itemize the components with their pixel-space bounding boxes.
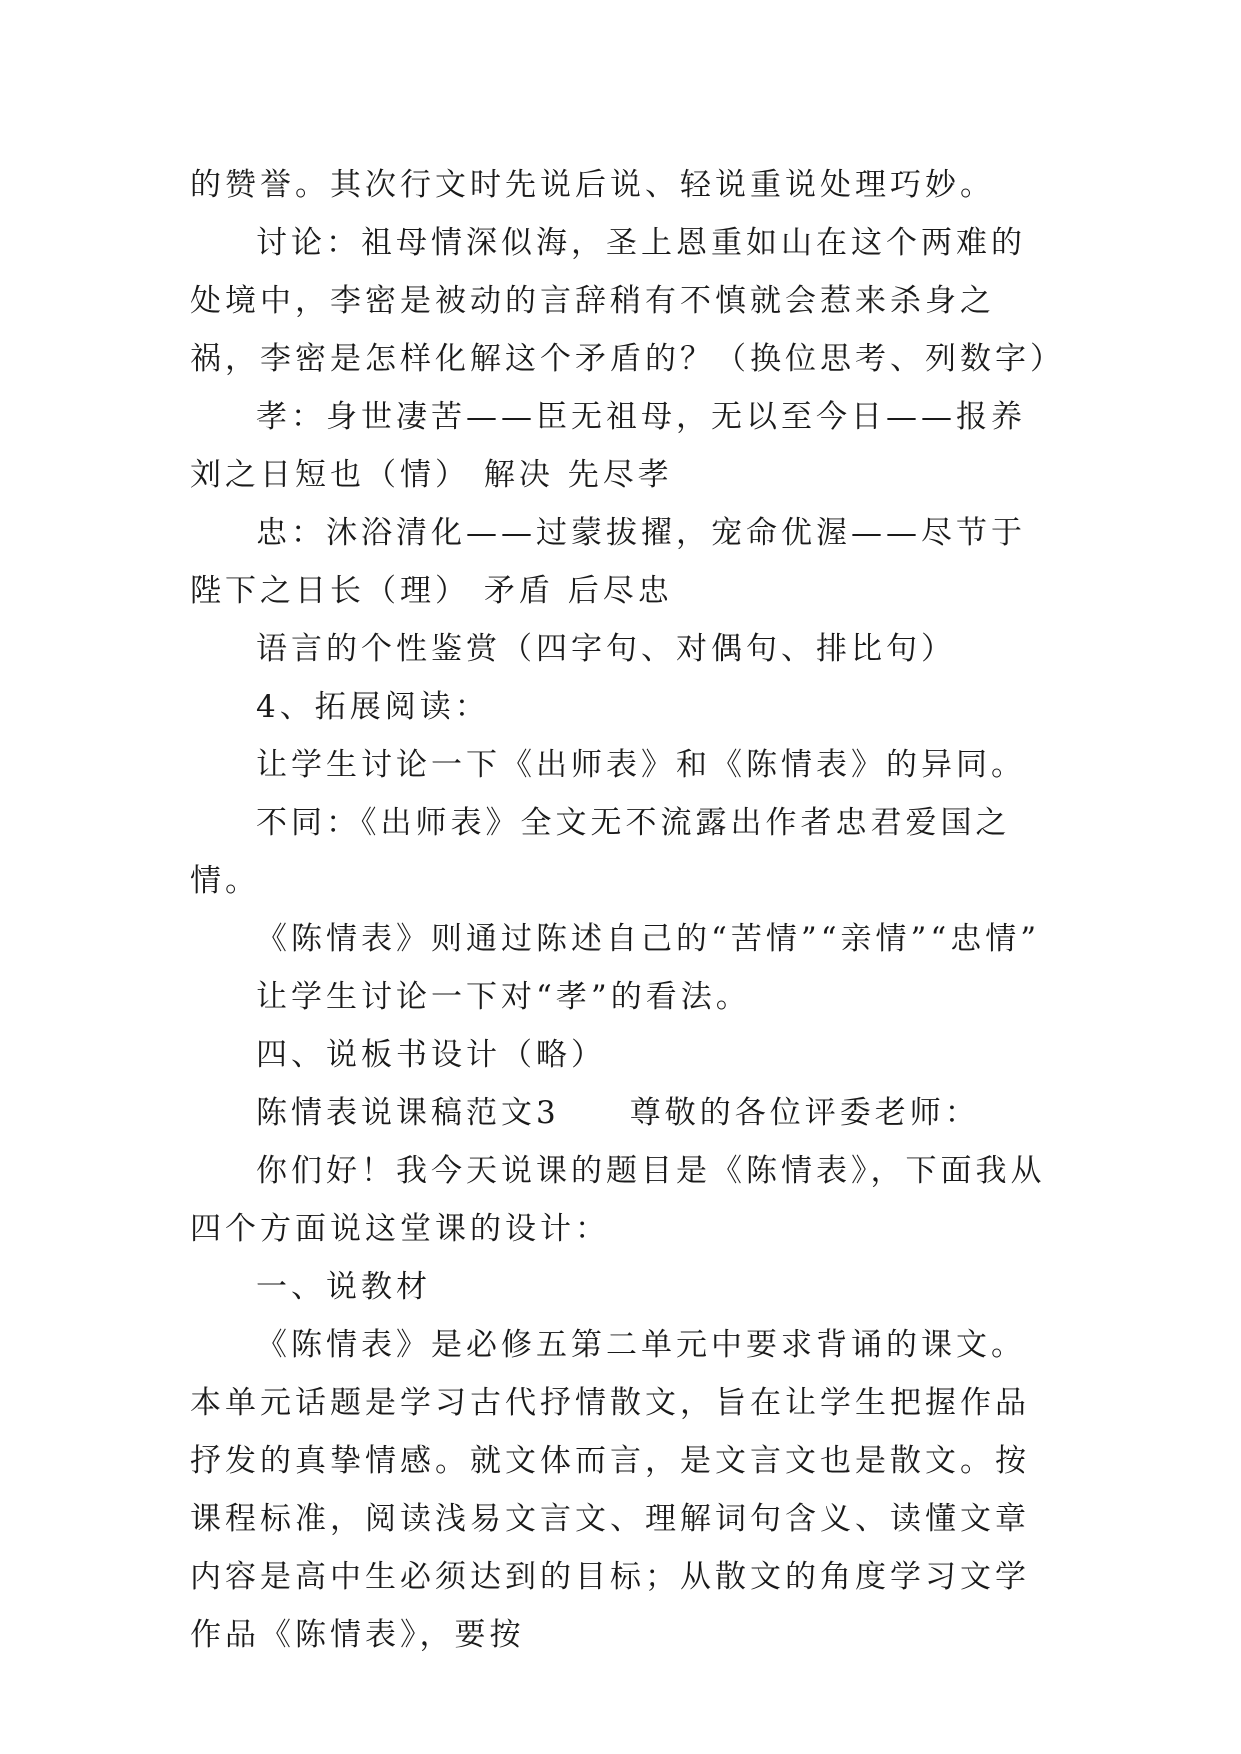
paragraph: 《陈情表》是必修五第二单元中要求背诵的课文。本单元话题是学习古代抒情散文，旨在让学生把握作品抒发的真挚情感。就文体而言，是文言文也是散文。按课程标准，阅读浅易文言文、理解词句含义、读懂文章内容是高中生必须达到的目标；从散文的角度学习文学作品《陈情表》，要按 [190, 1327, 1030, 1653]
paragraph: 忠：沐浴清化——过蒙拔擢，宠命优渥——尽节于陛下之日长（理） 矛盾 后尽忠 [190, 515, 1026, 609]
paragraph: 《陈情表》则通过陈述自己的“苦情”“亲情”“忠情” [256, 921, 1041, 957]
paragraph: 讨论：祖母情深似海，圣上恩重如山在这个两难的处境中，李密是被动的言辞稍有不慎就会惹来杀身之祸，李密是怎样化解这个矛盾的？（换位思考、列数字） [190, 225, 1065, 377]
paragraph: 陈情表说课稿范文3 尊敬的各位评委老师： [256, 1095, 980, 1131]
paragraph: 4、拓展阅读： [256, 689, 490, 725]
paragraph: 让学生讨论一下《出师表》和《陈情表》的异同。 [256, 747, 1026, 783]
paragraph: 让学生讨论一下对“孝”的看法。 [256, 979, 751, 1015]
paragraph: 不同：《出师表》全文无不流露出作者忠君爱国之情。 [190, 805, 1011, 899]
paragraph: 语言的个性鉴赏（四字句、对偶句、排比句） [256, 631, 956, 667]
paragraph: 四、说板书设计（略） [256, 1037, 606, 1073]
paragraph: 一、说教材 [256, 1269, 431, 1305]
paragraph: 的赞誉。其次行文时先说后说、轻说重说处理巧妙。 [190, 167, 995, 203]
paragraph: 孝：身世凄苦——臣无祖母，无以至今日——报养刘之日短也（情） 解决 先尽孝 [190, 399, 1026, 493]
document-body [190, 156, 1065, 1664]
paragraph: 你们好！我今天说课的题目是《陈情表》，下面我从四个方面说这堂课的设计： [190, 1153, 1046, 1247]
